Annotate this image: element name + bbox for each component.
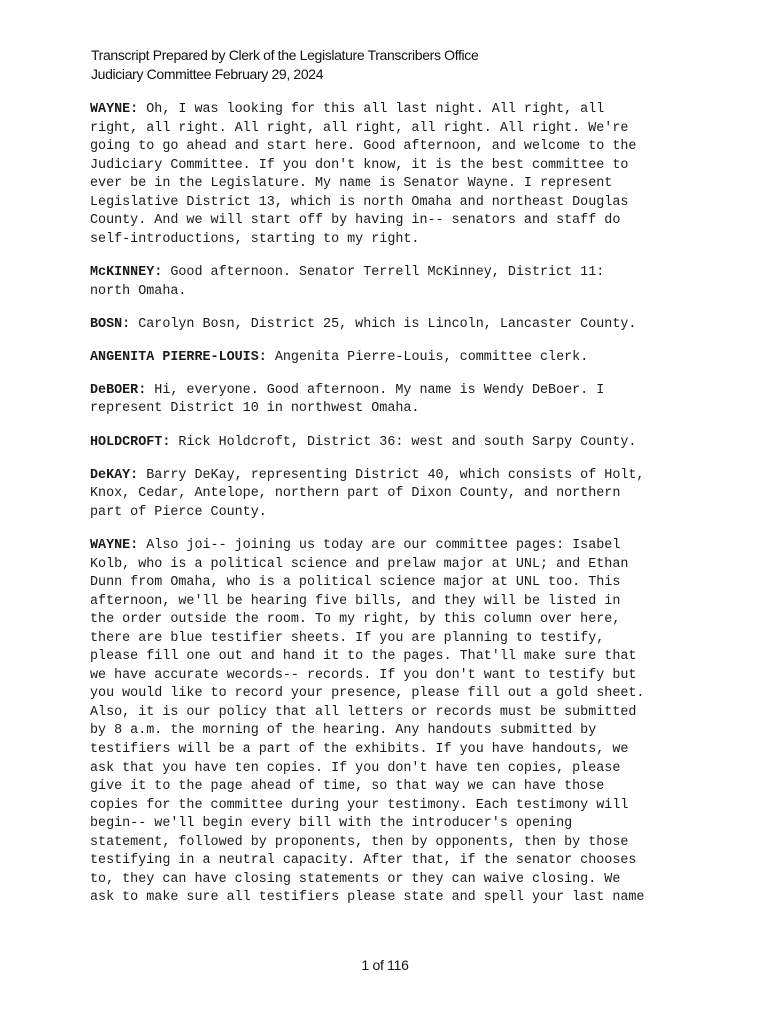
speech-text: Hi, everyone. Good afternoon. My name is Wendy DeBoer. I represent District 10 in northwest Omaha. <box>90 382 605 417</box>
transcript-paragraph <box>90 264 690 301</box>
transcript-paragraph <box>90 382 690 419</box>
header-committee-date-line: Judiciary Committee February 29, 2024 <box>91 66 324 82</box>
speech-text: Rick Holdcroft, District 36: west and south Sarpy County. <box>170 434 637 450</box>
speaker-name: ANGENITA PIERRE-LOUIS: <box>90 349 267 365</box>
speech-text: Angenita Pierre-Louis, committee clerk. <box>266 349 589 365</box>
transcript-paragraph <box>90 349 690 368</box>
document-header <box>91 46 478 84</box>
speaker-name: DeBOER: <box>90 382 147 398</box>
speech-text: Carolyn Bosn, District 25, which is Lincoln, Lancaster County. <box>130 316 637 332</box>
speaker-name: WAYNE: <box>90 102 139 117</box>
transcript-paragraph <box>90 101 690 249</box>
speech-text: Also joi-- joining us today are our committee pages: Isabel Kolb, who is a political science and prelaw major at UNL; and Ethan Dunn from Omaha, who is a political science major at UNL too. This afternoon, we'll be hearing five bills, and they will be listed in the order outside the room. To my right, by this column over here, there are blue testifier sheets. If you are planning to testify, please fill one out and hand it to the pages. That'll make sure that we have accurate wecords-- records. If you don't want to testify but you would like to record your presence, please fill out a gold sheet. Also, it is our policy that all letters or records must be submitted by 8 a.m. the morning of the hearing. Any handouts submitted by testifiers will be a part of the exhibits. If you have handouts, we ask that you have ten copies. If you don't have ten copies, please give it to the page ahead of time, so that way we can have those copies for the committee during your testimony. Each testimony will begin-- we'll begin every bill with the introducer's opening statement, followed by proponents, then by opponents, then by those testifying in a neutral capacity. After that, if the senator chooses to, they can have closing statements or they can waive closing. We ask to make sure all testifiers please state and spell your last name <box>90 538 645 906</box>
header-transcript-line: Transcript Prepared by Clerk of the Legislature Transcribers Office <box>91 47 479 63</box>
speaker-name: McKINNEY: <box>90 264 163 280</box>
speaker-name: BOSN: <box>90 316 131 332</box>
speaker-name: DeKAY: <box>90 467 139 483</box>
transcript-paragraph <box>90 537 690 908</box>
speech-text: Barry DeKay, representing District 40, which consists of Holt, Knox, Cedar, Antelope, northern part of Dixon County, and northern part of Pierce County. <box>90 467 645 520</box>
speech-text: Good afternoon. Senator Terrell McKinney, District 11: north Omaha. <box>90 264 605 299</box>
speaker-name: WAYNE: <box>90 538 139 553</box>
transcript-paragraph <box>90 434 690 453</box>
transcript-paragraph <box>90 316 690 335</box>
transcript-paragraph <box>90 467 690 523</box>
speech-text: Oh, I was looking for this all last night. All right, all right, all right. All right, all right, all right. All right. We're going to go ahead and start here. Good afternoon, and welcome to the Judiciary Committee. If you don't know, it is the best committee to ever be in the Legislature. My name is Senator Wayne. I represent Legislative District 13, which is north Omaha and northeast Douglas County. And we will start off by having in-- senators and staff do self-introductions, starting to my right. <box>90 102 637 247</box>
transcript-body <box>90 101 690 923</box>
page-number: 1 of 116 <box>361 957 409 973</box>
speaker-name: HOLDCROFT: <box>90 434 171 450</box>
